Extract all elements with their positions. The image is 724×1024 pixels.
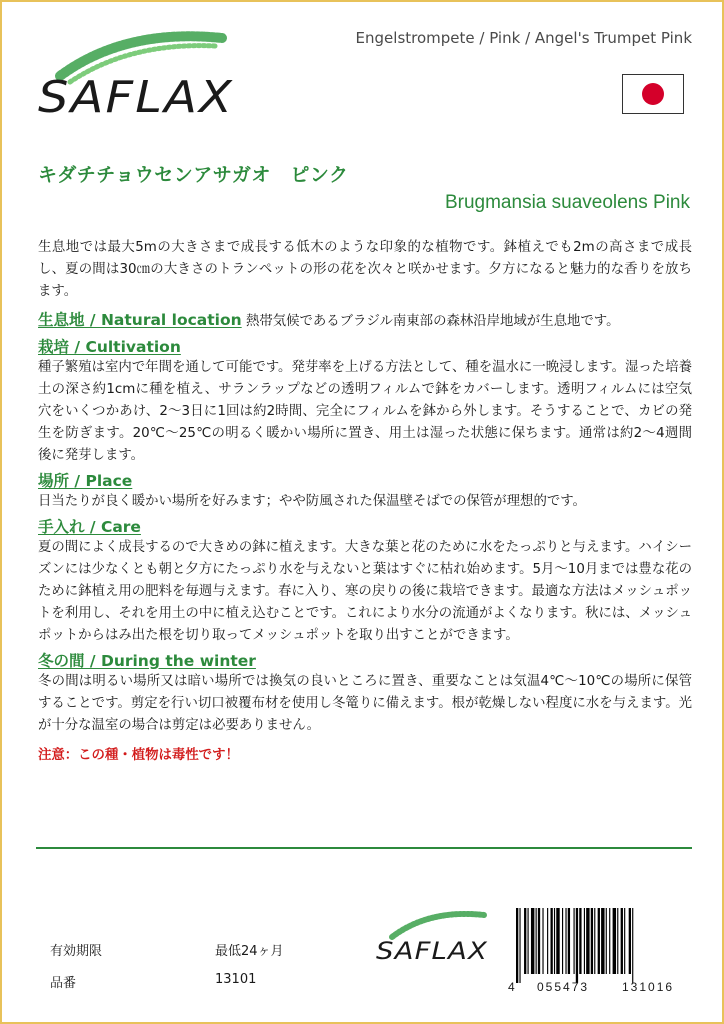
barcode-bar [562, 908, 563, 974]
care-title: 手入れ / Care [38, 518, 141, 536]
barcode-bar [556, 908, 559, 974]
barcode-bar [629, 908, 631, 974]
barcode-bar [579, 908, 581, 974]
barcode-bar [617, 908, 618, 974]
toxicity-warning: 注意：この種・植物は毒性です！ [38, 748, 239, 763]
barcode-bar [547, 908, 548, 974]
natural-location-title: 生息地 / Natural location [38, 311, 242, 329]
winter-text: 冬の間は明るい場所又は暗い場所では換気の良いところに置き、重要なことは気温4℃～10℃の場所に保管することです。剪定を行い切口被覆布材を使用し冬篭りに備えます。根が乾燥しない程度に水を与えます。光が十分な温室の場合は剪定は必要ありません。 [38, 674, 692, 733]
barcode-bar [606, 908, 607, 974]
barcode-bar [601, 908, 604, 974]
expiry-value: 最低24ヶ月 [215, 944, 284, 959]
barcode-right-group: 131016 [622, 980, 675, 994]
barcode-bar [632, 908, 633, 983]
flag-sun [642, 83, 664, 105]
barcode-bar [584, 908, 585, 974]
barcode-first-digit: 4 [508, 980, 515, 994]
barcode-bar [565, 908, 566, 974]
intro-text: 生息地では最大5mの大きさまで成長する低木のような印象的な植物です。鉢植えでも2mの高さまで成長し、夏の間は30㎝の大きさのトランペットの形の花を次々と咲かせます。夕方になると魅力的な香りを放ちます。 [38, 240, 692, 299]
barcode-left-group: 055473 [537, 980, 590, 994]
item-number-label: 品番 [50, 976, 77, 991]
barcode-bar [542, 908, 543, 974]
barcode-bar [613, 908, 616, 974]
barcode-bar [609, 908, 610, 974]
barcode-bar [551, 908, 553, 974]
svg-text:SAFLAX: SAFLAX [376, 937, 488, 965]
ean-barcode [514, 908, 694, 983]
svg-text:SAFLAX: SAFLAX [38, 72, 234, 123]
saflax-logo-small-icon [374, 907, 494, 971]
natural-location-section [38, 309, 692, 333]
natural-location-text: 熱帯気候であるブラジル南東部の森林沿岸地域が生息地です。 [245, 314, 620, 329]
barcode-bar [524, 908, 526, 974]
barcode-bar [598, 908, 600, 974]
barcode-bar [531, 908, 534, 974]
barcode-bar [594, 908, 595, 974]
barcode-bar [538, 908, 540, 974]
item-number-value: 13101 [215, 972, 257, 987]
barcode-bar [586, 908, 589, 974]
barcode-bar [516, 908, 518, 983]
place-text: 日当たりが良く暖かい場所を好みます；やや防風された保温壁そばでの保管が理想的です。 [38, 494, 586, 509]
saflax-logo-icon [30, 24, 245, 134]
barcode-bar [576, 908, 578, 983]
description-body [38, 237, 692, 767]
cultivation-title: 栽培 / Cultivation [38, 338, 181, 356]
footer-divider [36, 847, 692, 849]
barcode-bar [528, 908, 529, 974]
cultivation-text: 種子繁殖は室内で年間を通して可能です。発芽率を上げる方法として、種を温水に一晩浸します。湿った培養土の深さ約1cmに種を植え、サランラップなどの透明フィルムで鉢をカバーします。透明フィルムには空気穴をいくつかあけ、2～3日に1回は約2時間、完全にフィルムを鉢から外します。そうすることで、カビの発生を防ぎます。20℃～25℃の明るく暖かい場所に置き、用土は湿った状態に保ちます。通常は約2～4週間後に発芽します。 [38, 360, 692, 463]
winter-title: 冬の間 / During the winter [38, 652, 256, 670]
product-line-header: Engelstrompete / Pink / Angel's Trumpet Pink [355, 29, 692, 47]
barcode-bar [574, 908, 575, 974]
barcode-bar [591, 908, 593, 974]
barcode-bar [554, 908, 555, 974]
barcode-bar [624, 908, 625, 974]
expiry-label: 有効期限 [50, 944, 103, 959]
barcode-bar [621, 908, 623, 974]
care-text: 夏の間によく成長するので大きめの鉢に植えます。大きな葉と花のために水をたっぷりと与えます。ハイシーズンには少なくとも朝と夕方にたっぷり水を与えないと葉はすぐに枯れ始めます。5月～10月までは豊な花のために鉢植え用の肥料を毎週与えます。春に入り、寒の戻りの後に栽培できます。最適な方法はメッシュポットを利用し、それを用土の中に植え込むことです。これにより水分の流通がよくなります。秋には、メッシュポットからはみ出た根を切り取ってメッシュポットを取り出すことができます。 [38, 540, 692, 643]
barcode-bar [519, 908, 520, 983]
barcode-bar [568, 908, 570, 974]
latin-product-title: Brugmansia suaveolens Pink [444, 192, 690, 213]
place-title: 場所 / Place [38, 472, 133, 490]
japan-flag-icon [622, 74, 684, 114]
japanese-product-title: キダチチョウセンアサガオ ピンク [38, 164, 349, 186]
barcode-bar [536, 908, 537, 974]
